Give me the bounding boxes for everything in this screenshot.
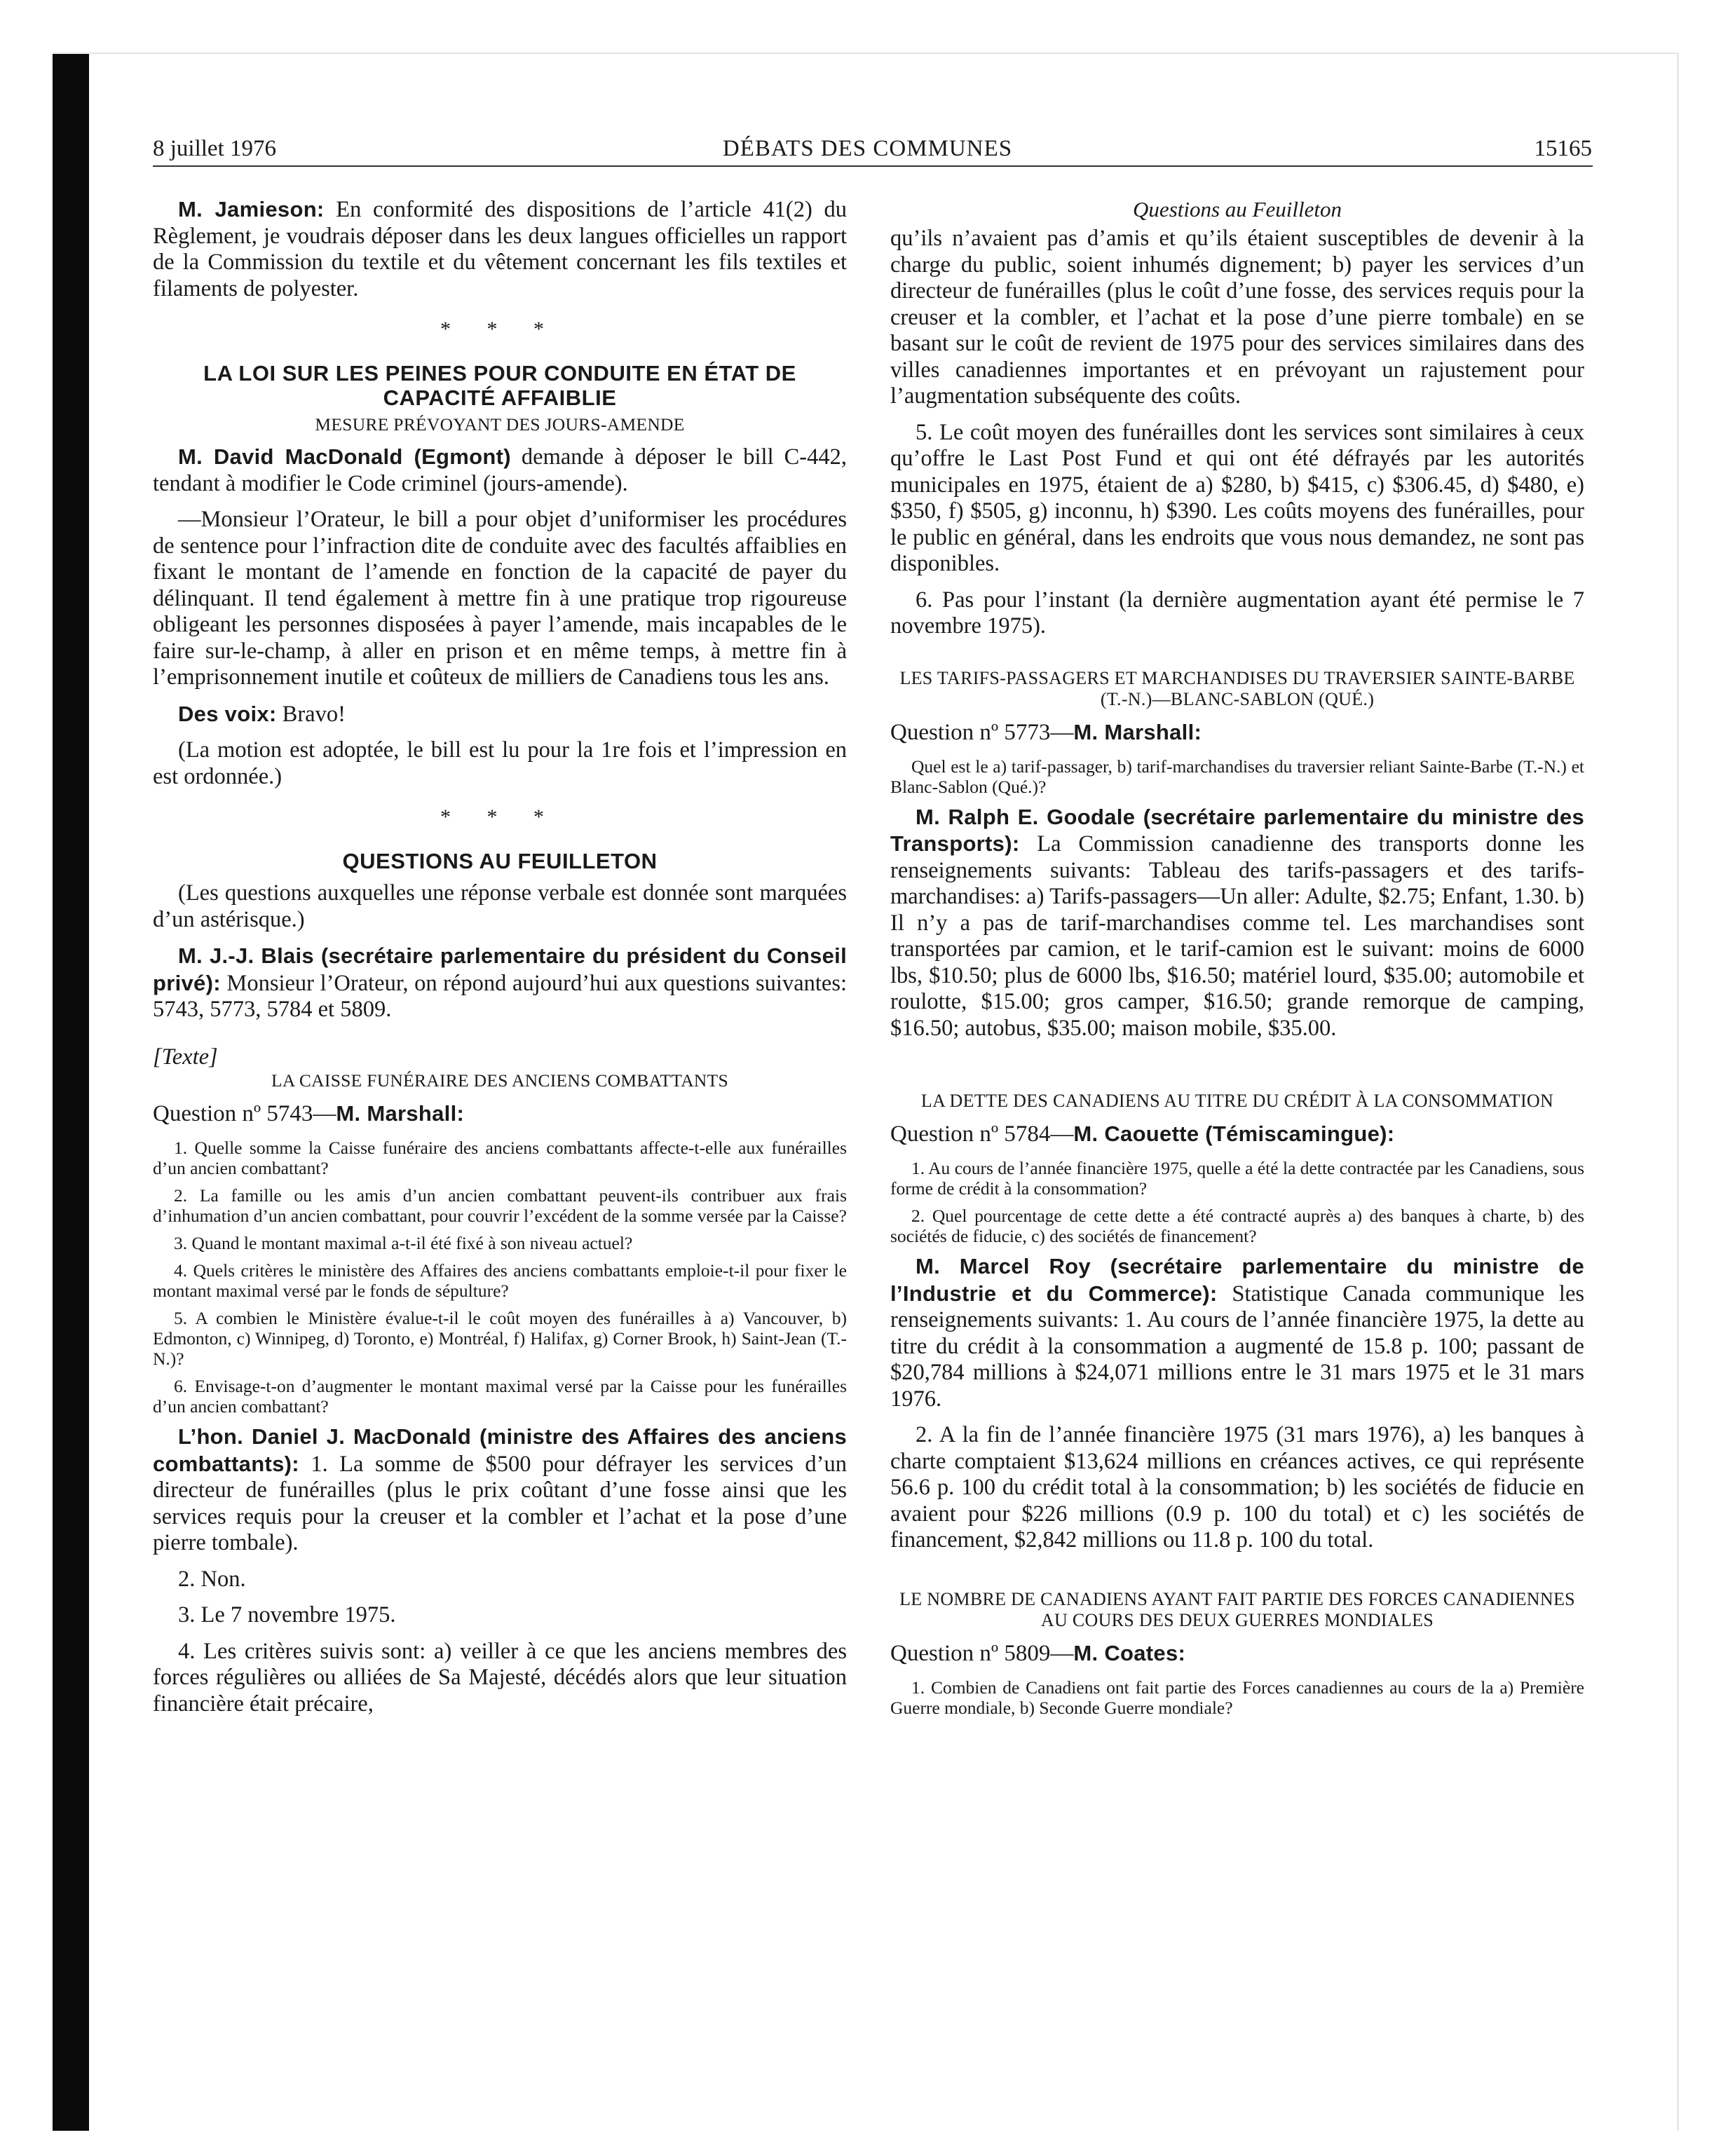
- paragraph-jamieson: [153, 196, 847, 302]
- speaker-name: L’hon. Daniel J. MacDonald (ministre des Affaires des anciens combattants):: [153, 1424, 847, 1476]
- question-number: Question nº 5784—: [890, 1121, 1074, 1147]
- answer-paragraph: [890, 804, 1584, 1042]
- answer-paragraph: [153, 1424, 847, 1557]
- question-asker: M. Marshall:: [1073, 719, 1202, 744]
- paragraph-text: Bravo!: [282, 701, 346, 727]
- speaker-name: M. Ralph E. Goodale (secrétaire parlementaire du ministre des Transports):: [890, 804, 1584, 856]
- question-header: [153, 1100, 847, 1128]
- section-separator: * * *: [440, 318, 559, 341]
- question-asker: M. Caouette (Témiscamingue):: [1073, 1121, 1395, 1146]
- paragraph-bill-motion: [153, 444, 847, 497]
- section-separator: * * *: [440, 805, 559, 828]
- texte-label: [Texte]: [153, 1044, 218, 1070]
- paragraph-motion-adopted: (La motion est adoptée, le bill est lu pour la 1re fois et l’impression en est ordonnée.): [153, 737, 847, 789]
- question-item: 2. La famille ou les amis d’un ancien combattant peuvent-ils contribuer aux frais d’inhumation d’un ancien combattant, pour couvrir l’excédent de la somme versée par la Caisse?: [153, 1185, 847, 1226]
- answer-item: 5. Le coût moyen des funérailles dont les services sont similaires à ceux qu’offre le Last Post Fund et qui ont été défrayés par les autorités municipales en 1975, étaient de a) $280, b) $415, c) $306.45, d) $480, e) $350, f) $505, g) inconnu, h) $390. Les coûts moyens des funérailles, pour le public en général, dans les endroits que vous nous demandez, ne sont pas disponibles.: [890, 419, 1584, 576]
- paragraph-text: La Commission canadienne des transports donne les renseignements suivants: Tableau des tarifs-passagers et des tarifs-marchandises: a) Tarifs-passagers—Un aller: Adulte, $2.75; Enfant, 1.30. b) Il n’y a pas de tarif-marchandises comme tel. Les marchandises sont transportées par camion, et le tarif-camion est le suivant: moins de 6000 lbs, $10.50; plus de 6000 lbs, $16.50; matériel lourd, $35.00; automobile et roulotte, $15.00; gros camper, $16.50; grande remorque de camping, $16.50; autobus, $35.00; maison mobile, $35.00.: [890, 831, 1584, 1041]
- question-number: Question nº 5743—: [153, 1101, 336, 1126]
- header-rule: [153, 165, 1593, 167]
- header-title: DÉBATS DES COMMUNES: [722, 136, 1013, 161]
- section-title: LA LOI SUR LES PEINES POUR CONDUITE EN ÉTAT DE CAPACITÉ AFFAIBLIE: [203, 361, 796, 410]
- answer-item: 4. Les critères suivis sont: a) veiller à ce que les anciens membres des forces régulières ou alliées de Sa Majesté, décédés alors que leur situation financière était précaire,: [153, 1638, 847, 1717]
- answer-item: 3. Le 7 novembre 1975.: [178, 1602, 396, 1628]
- question-item: 1. Quelle somme la Caisse funéraire des anciens combattants affecte-t-elle aux funérailles d’un ancien combattant?: [153, 1138, 847, 1178]
- question-section-title: LA CAISSE FUNÉRAIRE DES ANCIENS COMBATTANTS: [271, 1070, 728, 1091]
- header-date: 8 juillet 1976: [153, 136, 276, 161]
- paragraph-questions-note: (Les questions auxquelles une réponse verbale est donnée sont marquées d’un astérisque.): [153, 880, 847, 932]
- question-number: Question nº 5773—: [890, 719, 1074, 745]
- paragraph-text: demande à déposer le bill C-442, tendant à modifier le Code criminel (jours-amende).: [153, 444, 847, 496]
- speaker-name: M. Jamieson:: [178, 197, 325, 221]
- scan-binding-edge: [53, 53, 89, 2131]
- left-column: [153, 196, 847, 1991]
- section-title: QUESTIONS AU FEUILLETON: [342, 849, 658, 873]
- question-item: 3. Quand le montant maximal a-t-il été fixé à son niveau actuel?: [174, 1233, 633, 1253]
- answer-item: 6. Pas pour l’instant (la dernière augmentation ayant été permise le 7 novembre 1975).: [890, 587, 1584, 639]
- question-section-title: LA DETTE DES CANADIENS AU TITRE DU CRÉDIT À LA CONSOMMATION: [920, 1091, 1554, 1111]
- question-item: 1. Au cours de l’année financière 1975, quelle a été la dette contractée par les Canadiens, sous forme de crédit à la consommation?: [890, 1158, 1584, 1199]
- answer-item: 2. Non.: [178, 1566, 246, 1592]
- paragraph-voices: [153, 701, 847, 728]
- paragraph-blais: [153, 943, 847, 1023]
- paragraph-text: 1. La somme de $500 pour défrayer les services d’un directeur de funérailles (plus le prix coûtant d’une fosse ainsi que les services requis pour la creuser et la combler et l’achat et la pose d’une pierre tombale).: [153, 1451, 847, 1555]
- running-head: Questions au Feuilleton: [1133, 197, 1342, 221]
- question-item: Quel est le a) tarif-passager, b) tarif-marchandises du traversier reliant Sainte-Barbe (T.-N.) et Blanc-Sablon (Qué.)?: [890, 756, 1584, 797]
- header-page-number: 15165: [1534, 136, 1592, 161]
- answer-item: 2. A la fin de l’année financière 1975 (31 mars 1976), a) les banques à charte comptaient $13,624 millions en créances actives, ce qui représente 56.6 p. 100 du crédit total à la consommation; b) les sociétés de fiducie en avaient pour $226 millions (0.9 p. 100 du total) et c) les sociétés de financement, $2,842 millions ou 11.8 p. 100 du total.: [890, 1422, 1584, 1553]
- answer-continuation: qu’ils n’avaient pas d’amis et qu’ils étaient susceptibles de devenir à la charge du public, soient inhumés dignement; b) payer les services d’un directeur de funérailles (plus le coût d’une fosse, des services requis pour la creuser et la combler, et l’achat et la pose d’une pierre tombale) en se basant sur le coût de revient de 1975 pour des services similaires dans des villes canadiennes importantes et en prévoyant un rajustement pour l’augmentation subséquente des coûts.: [890, 226, 1584, 409]
- question-section-title: LES TARIFS-PASSAGERS ET MARCHANDISES DU TRAVERSIER SAINTE-BARBE (T.-N.)—BLANC-SABLON (QUÉ.): [899, 667, 1575, 709]
- question-asker: M. Coates:: [1073, 1640, 1186, 1665]
- question-item: 1. Combien de Canadiens ont fait partie des Forces canadiennes au cours de la a) Première Guerre mondiale, b) Seconde Guerre mondiale?: [890, 1677, 1584, 1718]
- question-section-title: LE NOMBRE DE CANADIENS AYANT FAIT PARTIE DES FORCES CANADIENNES AU COURS DES DEUX GUERRES MONDIALES: [899, 1588, 1575, 1630]
- spacer: [153, 1023, 847, 1044]
- section-subtitle: MESURE PRÉVOYANT DES JOURS-AMENDE: [315, 414, 685, 435]
- right-column: [890, 196, 1584, 1991]
- speaker-name: Des voix:: [178, 701, 277, 726]
- answer-paragraph: [890, 1253, 1584, 1412]
- question-item: 6. Envisage-t-on d’augmenter le montant maximal versé par la Caisse pour les funérailles d’un ancien combattant?: [153, 1376, 847, 1417]
- question-item: 4. Quels critères le ministère des Affaires des anciens combattants emploie-t-il pour fixer le montant maximal versé par le fonds de sépulture?: [153, 1260, 847, 1301]
- paragraph-text: Monsieur l’Orateur, on répond aujourd’hui aux questions suivantes: 5743, 5773, 5784 et 5809.: [153, 970, 847, 1022]
- question-header: [890, 1120, 1584, 1148]
- paragraph-text: Statistique Canada communique les renseignements suivants: 1. Au cours de l’année financière 1975, la dette au titre du crédit à la consommation a augmenté de 15.8 p. 100; passant de $20,784 millions à $24,071 millions entre le 31 mars 1975 et le 31 mars 1976.: [890, 1281, 1584, 1412]
- question-number: Question nº 5809—: [890, 1640, 1074, 1666]
- paragraph-text: En conformité des dispositions de l’article 41(2) du Règlement, je voudrais déposer dans les deux langues officielles un rapport de la Commission du textile et du vêtement concernant les fils textiles et filaments de polyester.: [153, 197, 847, 301]
- question-item: 5. A combien le Ministère évalue-t-il le coût moyen des funérailles à a) Vancouver, b) Edmonton, c) Winnipeg, d) Toronto, e) Montréal, f) Halifax, g) Corner Brook, h) Saint-Jean (T.-N.)?: [153, 1308, 847, 1369]
- question-header: [890, 718, 1584, 746]
- paragraph-bill-explanation: —Monsieur l’Orateur, le bill a pour objet d’uniformiser les procédures de sentence pour l’infraction dite de conduite avec des facultés affaiblies en fixant le montant de l’amende en fonction de la capacité de payer du délinquant. Il tend également à mettre fin à une pratique trop rigoureuse obligeant les personnes disposées à payer l’amende, mais incapables de le faire sur-le-champ, à aller en prison et en même temps, à mettre fin à l’emprisonnement inutile et coûteux de milliers de Canadiens tous les ans.: [153, 507, 847, 690]
- question-asker: M. Marshall:: [336, 1101, 465, 1126]
- speaker-name: M. J.-J. Blais (secrétaire parlementaire du président du Conseil privé):: [153, 943, 847, 995]
- question-item: 2. Quel pourcentage de cette dette a été contracté auprès a) des banques à charte, b) des sociétés de fiducie, c) des sociétés de financement?: [890, 1206, 1584, 1246]
- scan-right-edge: [1677, 53, 1679, 2131]
- question-header: [890, 1639, 1584, 1667]
- speaker-name: M. Marcel Roy (secrétaire parlementaire du ministre de l’Industrie et du Commerce):: [890, 1254, 1584, 1306]
- speaker-name: M. David MacDonald (Egmont): [178, 444, 511, 469]
